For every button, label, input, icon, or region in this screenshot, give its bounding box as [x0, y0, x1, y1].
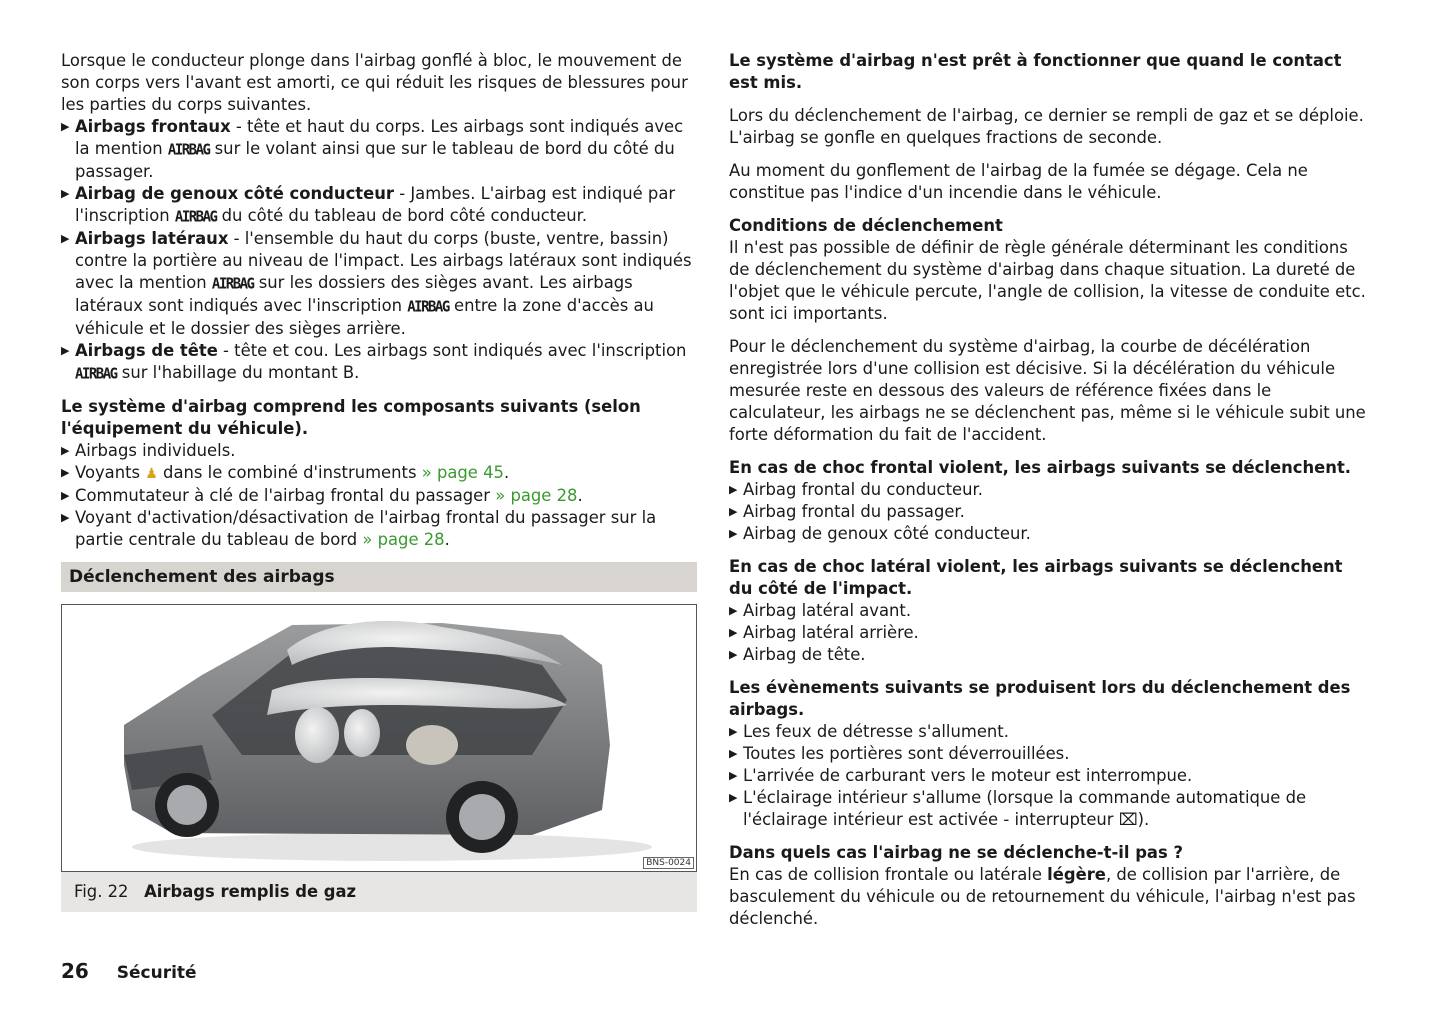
footer-section: Sécurité: [116, 963, 197, 983]
airbag-marking: AIRBAG: [407, 298, 449, 316]
item-text: .: [577, 486, 583, 505]
smoke-paragraph: Au moment du gonflement de l'airbag de la fumée se dégage. Cela ne constitue pas l'indice d'un incendie dans le véhicule.: [729, 161, 1308, 202]
page-28-link[interactable]: » page 28: [362, 530, 445, 549]
item-text: .: [503, 463, 510, 482]
page-45-link[interactable]: » page 45: [421, 463, 504, 482]
item-text: .: [444, 530, 450, 549]
components-heading: Le système d'airbag comprend les composants suivants (selon l'équipement du véhicule).: [61, 397, 641, 438]
rear-seat: [406, 725, 458, 765]
item-text: dans le combiné d'instruments: [157, 463, 422, 482]
airbag-marking: AIRBAG: [211, 275, 254, 293]
desc-text: - Jambes. L'airbag est indiqué par l'inscription: [75, 184, 676, 225]
term-knee: Airbag de genoux côté conducteur: [75, 184, 395, 203]
list-item: [61, 183, 697, 228]
intro-paragraph: Lorsque le conducteur plonge dans l'airbag gonflé à bloc, le mouvement de son corps vers l'avant est amorti, ce qui réduit les risques de blessures pour les parties du corps suivantes.: [61, 51, 688, 114]
ready-heading: Le système d'airbag n'est prêt à fonctionner que quand le contact est mis.: [729, 51, 1342, 92]
item-text: ).: [1137, 810, 1150, 829]
airbag-marking: AIRBAG: [75, 365, 117, 383]
caption-title: Airbags remplis de gaz: [144, 882, 357, 901]
left-column: [61, 50, 697, 912]
desc-text: entre la zone d'accès au véhicule et le dossier des sièges arrière.: [75, 296, 654, 338]
car-shadow: [132, 833, 652, 861]
page-28-link[interactable]: » page 28: [495, 486, 578, 505]
list-item: [729, 787, 1369, 831]
frontal-list: [729, 479, 1369, 545]
desc-text: du côté du tableau de bord côté conducteur.: [216, 206, 588, 225]
interior-light-switch-icon: ⌧: [1118, 810, 1138, 829]
list-item: [61, 116, 697, 183]
list-item: ▶ Toutes les portières sont déverrouillées.: [729, 743, 1369, 765]
right-column: [729, 50, 1369, 930]
para-text: En cas de collision frontale ou latérale: [729, 865, 1048, 884]
section-title: Déclenchement des airbags: [61, 562, 697, 592]
item-text: Voyants: [75, 463, 146, 482]
term-frontal: Airbags frontaux: [75, 117, 231, 136]
conditions-heading: Conditions de déclenchement: [729, 216, 1003, 235]
car-illustration: [62, 605, 696, 871]
list-item: [61, 507, 697, 551]
para-text: , de collision par l'arrière, de basculement du véhicule ou de retournement du véhicule, l'airbag n'est pas déclenché.: [729, 865, 1356, 928]
list-item: ▶ Les feux de détresse s'allument.: [729, 721, 1369, 743]
para-bold: légère: [1047, 865, 1106, 884]
desc-text: - tête et haut du corps. Les airbags sont indiqués avec la mention: [75, 117, 684, 158]
page-footer: [61, 960, 197, 984]
list-item: ▶ Airbag frontal du conducteur.: [729, 479, 1369, 501]
desc-text: - l'ensemble du haut du corps (buste, ventre, bassin) contre la portière au niveau de l'impact. Les airbags latéraux sont indiqués avec la mention: [75, 229, 692, 292]
desc-text: - tête et cou. Les airbags sont indiqués avec l'inscription: [217, 341, 687, 360]
list-item: ▶ Airbags individuels.: [61, 440, 697, 462]
list-item: ▶ Airbag latéral arrière.: [729, 622, 1369, 644]
lateral-list: [729, 600, 1369, 666]
front-airbag: [295, 707, 339, 763]
list-item: [61, 462, 697, 485]
front-rim: [167, 785, 207, 825]
events-heading: Les évènements suivants se produisent lors du déclenchement des airbags.: [729, 678, 1351, 719]
list-item: [61, 228, 697, 340]
no-deploy-heading: Dans quels cas l'airbag ne se déclenche-t-il pas ?: [729, 843, 1183, 862]
figure-car-airbags: [61, 604, 697, 872]
desc-text: sur le volant ainsi que sur le tableau de bord du côté du passager.: [75, 139, 675, 181]
deceleration-paragraph: Pour le déclenchement du système d'airbag, la courbe de décélération enregistrée lors d'une collision est décisive. Si la décélération du véhicule mesurée reste en dessous des valeurs de référence fixées dans le calculateur, les airbags ne se déclenchent pas, même si le véhicule subit une forte déformation du fait de l'accident.: [729, 337, 1366, 444]
item-text: L'éclairage intérieur s'allume (lorsque la commande automatique de l'éclairage intérieur est activée - interrupteur: [743, 788, 1307, 829]
term-head: Airbags de tête: [75, 341, 218, 360]
airbag-warning-icon: ♟: [145, 466, 158, 482]
rear-rim: [459, 794, 505, 840]
desc-text: sur les dossiers des sièges avant. Les airbags latéraux sont indiqués avec l'inscription: [75, 273, 633, 315]
airbag-marking: AIRBAG: [174, 208, 217, 226]
frontal-heading: En cas de choc frontal violent, les airbags suivants se déclenchent.: [729, 458, 1352, 477]
list-item: [61, 340, 697, 385]
events-list: [729, 721, 1369, 831]
conditions-paragraph: Il n'est pas possible de définir de règle générale déterminant les conditions de déclenchement du système d'airbag dans chaque situation. La dureté de l'objet que le véhicule percute, l'angle de collision, la vitesse de conduite etc. sont ici importants.: [729, 238, 1366, 323]
side-airbag: [344, 709, 380, 757]
deploy-paragraph: Lors du déclenchement de l'airbag, ce dernier se rempli de gaz et se déploie. L'airbag se gonfle en quelques fractions de seconde.: [729, 106, 1364, 147]
list-item: ▶ L'arrivée de carburant vers le moteur est interrompue.: [729, 765, 1369, 787]
no-deploy-paragraph: [729, 864, 1369, 930]
page-number: 26: [61, 959, 89, 983]
list-item: ▶ Airbag de tête.: [729, 644, 1369, 666]
figure-caption: [61, 872, 697, 912]
components-list: [61, 440, 697, 551]
list-item: ▶ Airbag frontal du passager.: [729, 501, 1369, 523]
list-item: [61, 485, 697, 507]
term-side: Airbags latéraux: [75, 229, 229, 248]
airbag-marking: AIRBAG: [167, 141, 210, 159]
item-text: Voyant d'activation/désactivation de l'airbag frontal du passager sur la partie centrale du tableau de bord: [75, 508, 657, 549]
body-parts-list: [61, 116, 697, 385]
caption-label: Fig. 22: [74, 882, 129, 901]
list-item: ▶ Airbag latéral avant.: [729, 600, 1369, 622]
lateral-heading: En cas de choc latéral violent, les airbags suivants se déclenchent du côté de l'impact.: [729, 557, 1343, 598]
item-text: Commutateur à clé de l'airbag frontal du passager: [75, 486, 496, 505]
figure-code: BNS-0024: [643, 857, 694, 869]
desc-text: sur l'habillage du montant B.: [116, 363, 360, 382]
list-item: ▶ Airbag de genoux côté conducteur.: [729, 523, 1369, 545]
